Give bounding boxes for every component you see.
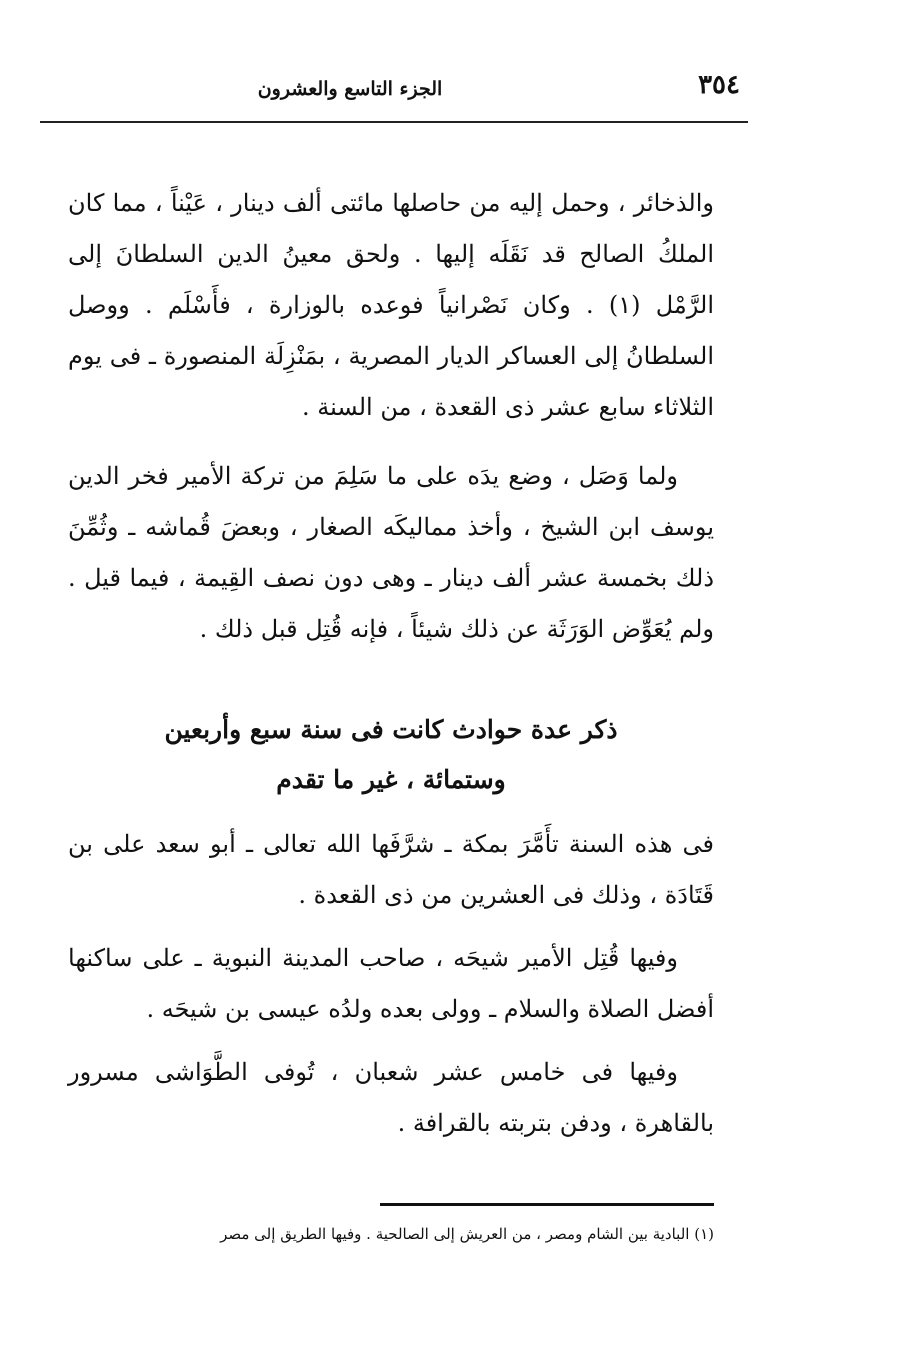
section-heading-line-1: ذكر عدة حوادث كانت فى سنة سبع وأربعين <box>164 715 618 744</box>
page-header <box>40 70 750 116</box>
paragraph-3: فى هذه السنة تأَمَّرَ بمكة ـ شرَّفَها الله تعالى ـ أبو سعد على بن قَتَادَة ، وذلك فى العشرين من ذى القعدة . <box>68 830 715 909</box>
footnote: (١) البادية بين الشام ومصر ، من العريش إلى الصالحية . وفيها الطريق إلى مصر <box>220 1225 714 1243</box>
paragraph-1: والذخائر ، وحمل إليه من حاصلها مائتى ألف دينار ، عَيْناً ، مما كان الملكُ الصالح قد نَقَلَه إليها . ولحق معينُ الدين السلطانَ إلى الرَّمْل (١) . وكان نَصْرانياً فوعده بالوزارة ، فأَسْلَم . ووصل السلطانُ إلى العساكر الديار المصرية ، بمَنْزِلَة المنصورة ـ فى يوم الثلاثاء سابع عشر ذى القعدة ، من السنة . <box>68 189 715 421</box>
page-number: ٣٥٤ <box>698 70 740 100</box>
running-title: الجزء التاسع والعشرون <box>257 78 443 100</box>
section-heading <box>68 705 714 805</box>
section-heading-line-2: وستمائة ، غير ما تقدم <box>276 765 506 794</box>
paragraph-4: وفيها قُتِل الأمير شيحَه ، صاحب المدينة النبوية ـ على ساكنها أفضل الصلاة والسلام ـ وولى بعده ولدُه عيسى بن شيحَه . <box>68 944 714 1023</box>
header-divider <box>40 121 748 123</box>
footnote-divider <box>380 1203 714 1206</box>
paragraph-5: وفيها فى خامس عشر شعبان ، تُوفى الطَّوَاشى مسرور بالقاهرة ، ودفن بتربته بالقرافة . <box>68 1058 714 1137</box>
paragraph-2: ولما وَصَل ، وضع يدَه على ما سَلِمَ من تركة الأمير فخر الدين يوسف ابن الشيخ ، وأخذ مماليكَه الصغار ، وبعضَ قُماشه ـ وثُمِّنَ ذلك بخمسة عشر ألف دينار ـ وهى دون نصف القِيمة ، فيما قيل . ولم يُعَوِّض الوَرَثَة عن ذلك شيئاً ، فإنه قُتِل قبل ذلك . <box>68 462 714 643</box>
main-text <box>68 178 714 1149</box>
